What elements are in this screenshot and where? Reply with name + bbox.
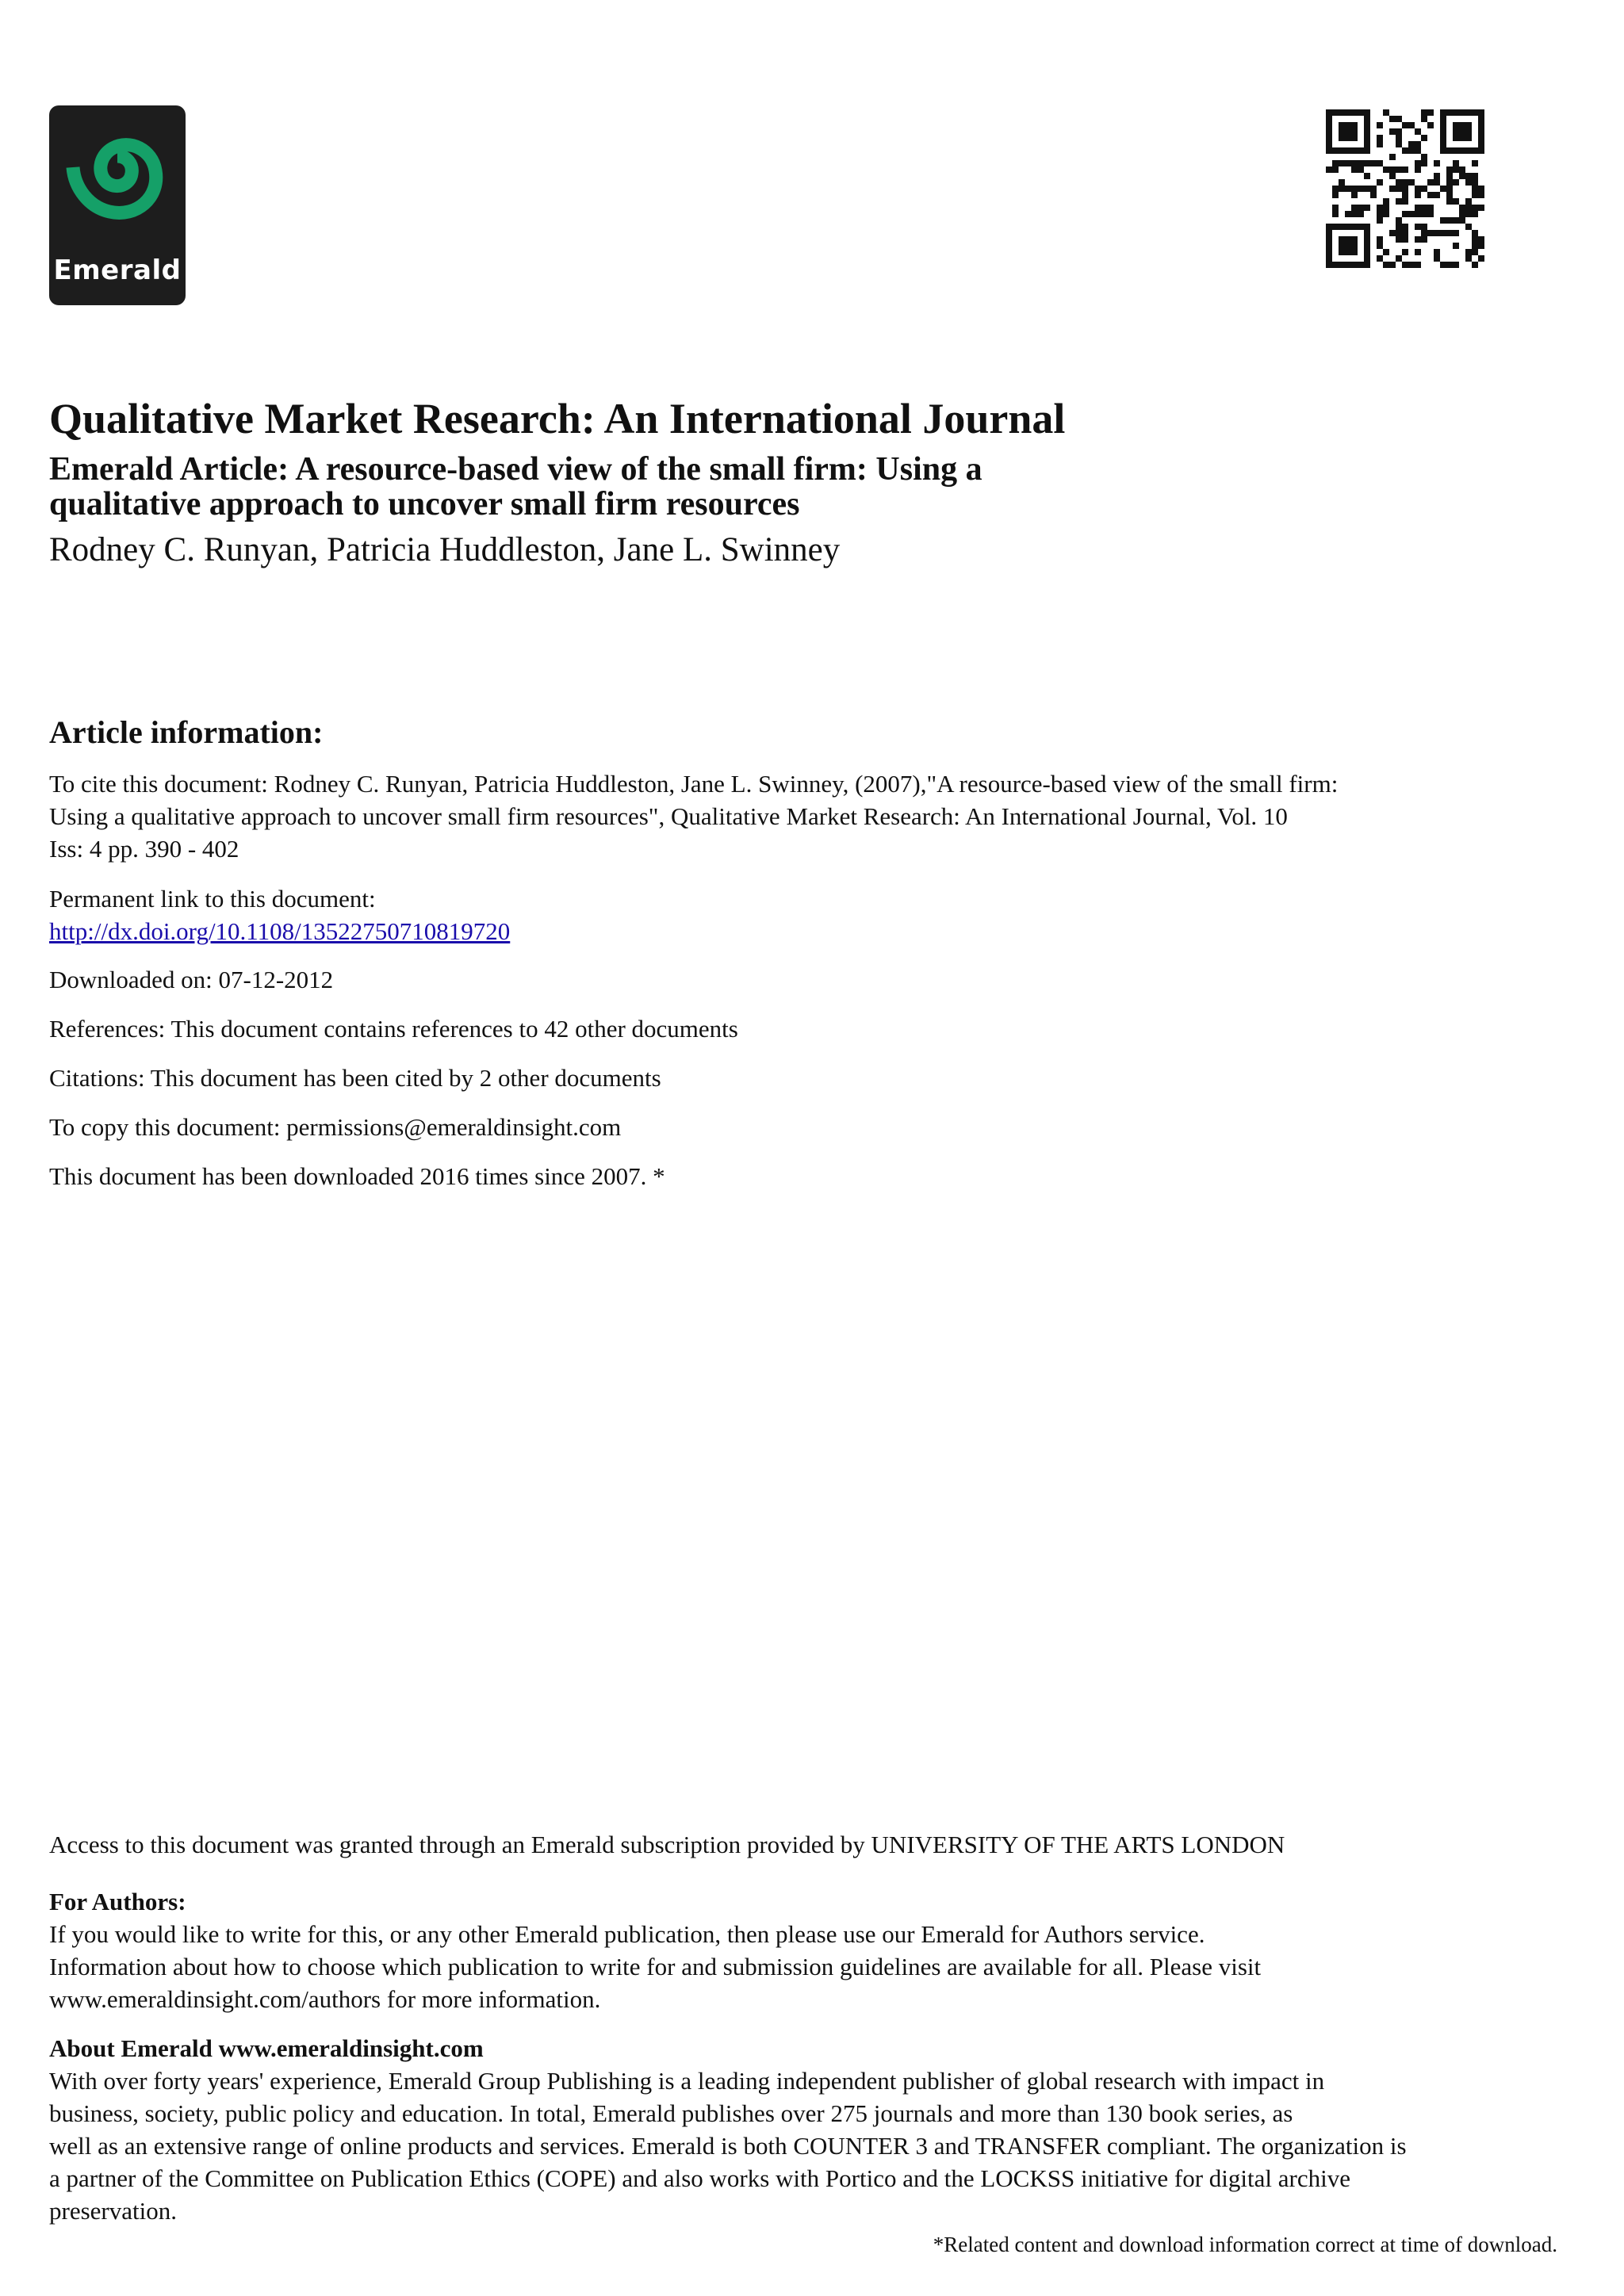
access-note: Access to this document was granted through an Emerald subscription provided by UNIVERSITY OF THE ARTS LONDON	[49, 1831, 1285, 1858]
article-title-line: Emerald Article: A resource-based view of the small firm: Using a	[49, 451, 982, 488]
about-emerald-line: preservation.	[49, 2197, 177, 2225]
article-title-line: qualitative approach to uncover small firm resources	[49, 486, 800, 522]
for-authors-line: Information about how to choose which publication to write for and submission guidelines are available for all. Please visit	[49, 1953, 1262, 1980]
download-count: This document has been downloaded 2016 times since 2007. *	[49, 1162, 665, 1190]
copy-permissions: To copy this document: permissions@emeraldinsight.com	[49, 1113, 622, 1141]
qr-code-icon	[1326, 109, 1484, 268]
references-count: References: This document contains references to 42 other documents	[49, 1015, 738, 1043]
about-emerald-line: With over forty years' experience, Emerald Group Publishing is a leading independent publisher of global research with impact in	[49, 2067, 1325, 2095]
article-title	[49, 452, 1159, 522]
journal-title: Qualitative Market Research: An International Journal	[49, 395, 1066, 442]
footnote: *Related content and download information correct at time of download.	[933, 2233, 1557, 2256]
citation-line: Iss: 4 pp. 390 - 402	[49, 835, 239, 863]
about-emerald-line: business, society, public policy and education. In total, Emerald publishes over 275 journals and more than 130 book series, as	[49, 2099, 1293, 2127]
about-emerald-heading: About Emerald www.emeraldinsight.com	[49, 2034, 484, 2062]
permalink-label: Permanent link to this document:	[49, 885, 376, 913]
authors: Rodney C. Runyan, Patricia Huddleston, Jane L. Swinney	[49, 531, 841, 568]
for-authors-line: If you would like to write for this, or any other Emerald publication, then please use our Emerald for Authors service.	[49, 1920, 1205, 1948]
about-emerald-text	[49, 2064, 1572, 2227]
logo-wordmark: Emerald	[53, 254, 182, 286]
citation-text	[49, 767, 1540, 865]
for-authors-text	[49, 1918, 1524, 2015]
about-emerald-line: a partner of the Committee on Publication Ethics (COPE) and also works with Portico and the LOCKSS initiative for digital archive	[49, 2164, 1350, 2192]
citation-line: Using a qualitative approach to uncover small firm resources", Qualitative Market Research: An International Journal, Vol. 10	[49, 802, 1288, 830]
downloaded-on: Downloaded on: 07-12-2012	[49, 966, 334, 993]
citations-count: Citations: This document has been cited by 2 other documents	[49, 1064, 661, 1092]
for-authors-line: www.emeraldinsight.com/authors for more information.	[49, 1985, 601, 2013]
emerald-logo	[49, 105, 186, 305]
about-emerald-line: well as an extensive range of online products and services. Emerald is both COUNTER 3 and TRANSFER compliant. The organization is	[49, 2132, 1407, 2160]
for-authors-heading: For Authors:	[49, 1888, 186, 1915]
citation-line: To cite this document: Rodney C. Runyan, Patricia Huddleston, Jane L. Swinney, (2007),"A resource-based view of the small firm:	[49, 770, 1339, 798]
permalink-link[interactable]: http://dx.doi.org/10.1108/13522750710819720	[49, 917, 511, 945]
article-info-heading: Article information:	[49, 714, 324, 750]
